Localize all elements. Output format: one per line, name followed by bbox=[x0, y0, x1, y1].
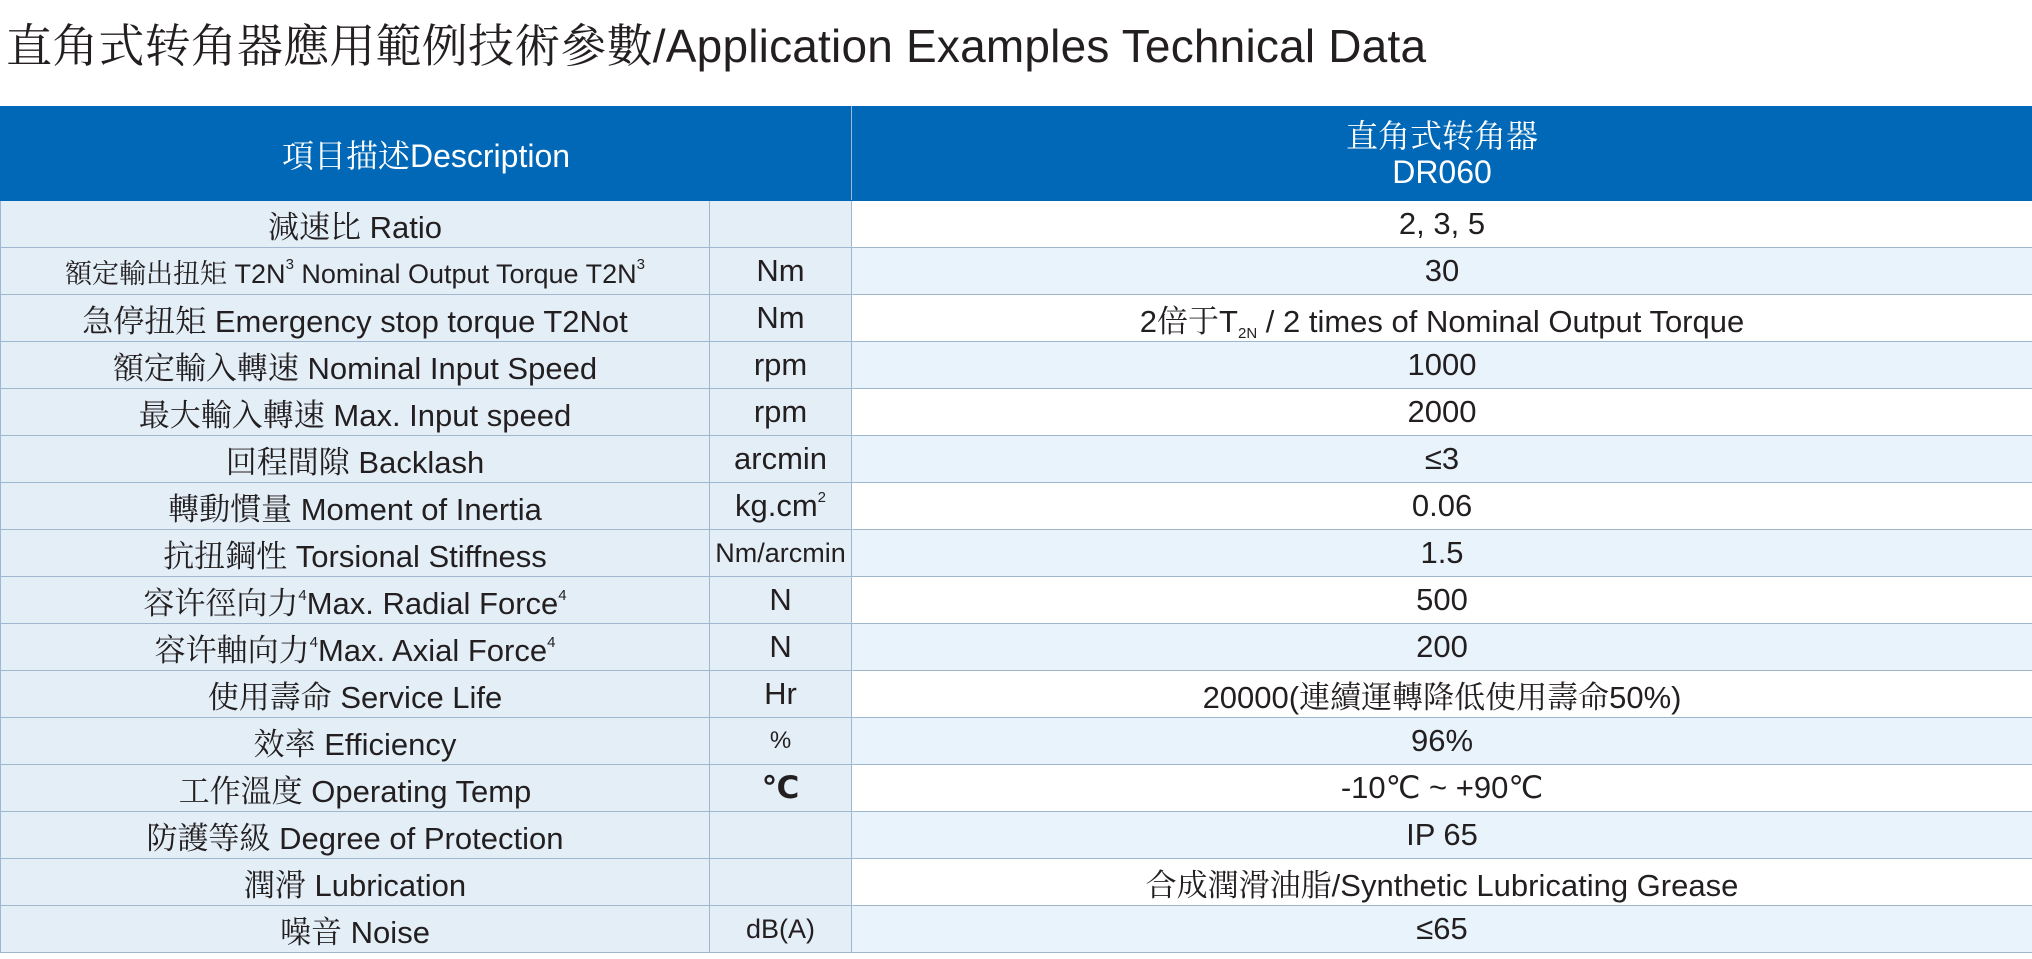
row-unit: ℃ bbox=[710, 765, 852, 812]
row-description bbox=[1, 248, 710, 295]
footnote-mark: 4 bbox=[309, 633, 318, 651]
row-description: 工作溫度 Operating Temp bbox=[1, 765, 710, 812]
value-part: 2倍于T bbox=[1139, 303, 1238, 339]
row-value: 1000 bbox=[852, 342, 2032, 389]
row-unit bbox=[710, 483, 852, 530]
desc-part: Nominal Output Torque T2N bbox=[293, 258, 637, 289]
row-description: 額定輸入轉速 Nominal Input Speed bbox=[1, 342, 710, 389]
table-row-backlash bbox=[1, 436, 2032, 483]
table-row-nominal-output-torque bbox=[1, 248, 2032, 295]
row-value: 1.5 bbox=[852, 530, 2032, 577]
footnote-mark: 4 bbox=[558, 586, 567, 604]
row-value: -10℃ ~ +90℃ bbox=[852, 765, 2032, 812]
table-row-max-axial-force bbox=[1, 624, 2032, 671]
row-value: 200 bbox=[852, 624, 2032, 671]
table-header-row bbox=[1, 107, 2032, 201]
row-unit: rpm bbox=[710, 342, 852, 389]
row-unit: Hr bbox=[710, 671, 852, 718]
table-row-ratio bbox=[1, 201, 2032, 248]
desc-part: Max. Radial Force bbox=[306, 585, 559, 621]
row-unit: rpm bbox=[710, 389, 852, 436]
table-row-max-radial-force bbox=[1, 577, 2032, 624]
model-name: 直角式转角器 bbox=[1346, 117, 1539, 154]
unit-part: kg.cm bbox=[734, 488, 818, 523]
row-value: IP 65 bbox=[852, 812, 2032, 859]
table-row-degree-of-protection bbox=[1, 812, 2032, 859]
row-value: 2000 bbox=[852, 389, 2032, 436]
row-description: 減速比 Ratio bbox=[1, 201, 710, 248]
superscript: 2 bbox=[817, 489, 827, 506]
row-unit: dB(A) bbox=[710, 906, 852, 953]
row-unit: % bbox=[710, 718, 852, 765]
page-title: 直角式转角器應用範例技術參數/Application Examples Technical Data bbox=[6, 20, 1427, 72]
row-description: 噪音 Noise bbox=[1, 906, 710, 953]
row-unit bbox=[710, 201, 852, 248]
row-value: 2, 3, 5 bbox=[852, 201, 2032, 248]
row-unit: Nm/arcmin bbox=[710, 530, 852, 577]
row-unit bbox=[710, 859, 852, 906]
row-description: 潤滑 Lubrication bbox=[1, 859, 710, 906]
row-description: 效率 Efficiency bbox=[1, 718, 710, 765]
row-description: 急停扭矩 Emergency stop torque T2Not bbox=[1, 295, 710, 342]
row-description bbox=[1, 577, 710, 624]
table-row-service-life bbox=[1, 671, 2032, 718]
model-code: DR060 bbox=[1392, 153, 1492, 190]
model-column-header bbox=[852, 107, 2032, 201]
row-unit: Nm bbox=[710, 295, 852, 342]
row-value: ≤3 bbox=[852, 436, 2032, 483]
footnote-mark: 3 bbox=[636, 255, 645, 273]
row-description: 轉動慣量 Moment of Inertia bbox=[1, 483, 710, 530]
description-column-header: 項目描述Description bbox=[1, 107, 852, 201]
row-unit bbox=[710, 812, 852, 859]
row-description: 使用壽命 Service Life bbox=[1, 671, 710, 718]
table-row-emergency-stop-torque bbox=[1, 295, 2032, 342]
row-unit: N bbox=[710, 624, 852, 671]
desc-part: 容许徑向力 bbox=[143, 585, 299, 621]
row-description bbox=[1, 624, 710, 671]
row-value: 0.06 bbox=[852, 483, 2032, 530]
row-value: 20000(連續運轉降低使用壽命50%) bbox=[852, 671, 2032, 718]
table-row-noise bbox=[1, 906, 2032, 953]
desc-part: 容许軸向力 bbox=[154, 632, 310, 668]
table-row-operating-temp bbox=[1, 765, 2032, 812]
row-description: 最大輸入轉速 Max. Input speed bbox=[1, 389, 710, 436]
table-row-torsional-stiffness bbox=[1, 530, 2032, 577]
row-unit: Nm bbox=[710, 248, 852, 295]
row-value: 30 bbox=[852, 248, 2032, 295]
row-description: 防護等級 Degree of Protection bbox=[1, 812, 710, 859]
value-part: / 2 times of Nominal Output Torque bbox=[1257, 303, 1745, 339]
footnote-mark: 4 bbox=[547, 633, 556, 651]
footnote-mark: 4 bbox=[298, 586, 307, 604]
desc-part: 額定輸出扭矩 T2N bbox=[65, 258, 286, 289]
table-row-lubrication bbox=[1, 859, 2032, 906]
footnote-mark: 3 bbox=[285, 255, 294, 273]
row-description: 回程間隙 Backlash bbox=[1, 436, 710, 483]
row-value: 500 bbox=[852, 577, 2032, 624]
row-unit: arcmin bbox=[710, 436, 852, 483]
table-row-max-input-speed bbox=[1, 389, 2032, 436]
subscript: 2N bbox=[1237, 324, 1258, 342]
row-value: 合成潤滑油脂/Synthetic Lubricating Grease bbox=[852, 859, 2032, 906]
table-row-nominal-input-speed bbox=[1, 342, 2032, 389]
desc-part: Max. Axial Force bbox=[317, 632, 548, 668]
table-row-moment-of-inertia bbox=[1, 483, 2032, 530]
row-unit: N bbox=[710, 577, 852, 624]
row-value: 96% bbox=[852, 718, 2032, 765]
row-value: ≤65 bbox=[852, 906, 2032, 953]
technical-data-table bbox=[0, 106, 2032, 953]
row-description: 抗扭鋼性 Torsional Stiffness bbox=[1, 530, 710, 577]
table-row-efficiency bbox=[1, 718, 2032, 765]
row-value bbox=[852, 295, 2032, 342]
